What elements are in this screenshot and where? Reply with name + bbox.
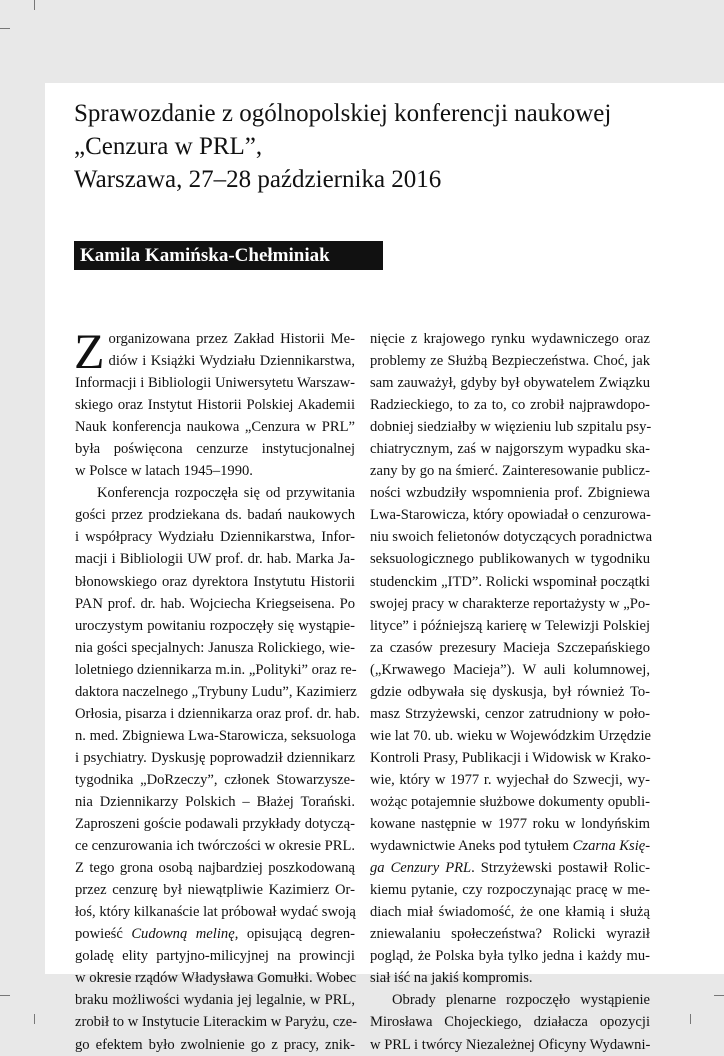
text-line: Mirosława Chojeckiego, działacza opozycji — [370, 1014, 650, 1031]
text-line: Kontroli Prasy, Publikacji i Widowisk w Krako- — [370, 749, 651, 766]
crop-mark-top-left-v — [34, 0, 35, 10]
text-line: w Polsce w latach 1945–1990. — [75, 463, 253, 480]
text-run: , opisującą degren- — [234, 926, 355, 943]
text-line: ności wzbudziły wspomnienia prof. Zbigniewa — [370, 485, 650, 502]
text-line: w okresie rządów Władysława Gomułki. Wobec — [75, 970, 357, 987]
crop-mark-top-left — [0, 28, 10, 29]
text-line: dobniej siedziałby w więzieniu lub szpitalu psy- — [370, 419, 652, 436]
text-line: studenckim „ITD”. Rolicki wspominał początki — [370, 573, 650, 590]
text-line: zniewalaniu społeczeństwa? Rolicki wyraził — [370, 926, 650, 943]
text-line: siał iść na jakiś kompromis. — [370, 970, 533, 987]
text-line: n. med. Zbigniewa Lwa-Starowicza, seksuologa — [75, 727, 356, 744]
text-line: przez cenzurę był niewątpliwie Kazimierz Or- — [75, 882, 355, 899]
text-line: zany by go na śmierć. Zainteresowanie publicz- — [370, 463, 650, 480]
text-line: Z tego grona osobą najbardziej poszkodowaną — [75, 860, 355, 877]
crop-mark-bottom-right — [714, 995, 724, 996]
text-line: Informacji i Bibliologii Uniwersytetu Warszaw- — [75, 375, 355, 392]
crop-mark-bottom-right-v — [690, 1014, 691, 1024]
text-run: wydawnictwie Aneks pod tytułem — [370, 838, 573, 855]
text-line: pogląd, że Polska była tylko jedna i każdy mu- — [370, 948, 650, 965]
text-line: („Krwawego Macieja”). W auli kolumnowej, — [370, 661, 650, 678]
text-line: Zaproszeni goście podawali przykłady dotyczą- — [75, 816, 355, 833]
text-line: zrobił to w Instytucie Literackim w Paryżu, cze- — [75, 1014, 358, 1031]
text-line: lityce” i późniejszą karierę w Telewizji Polskiej — [370, 617, 650, 634]
author-name: Kamila Kamińska-Chełminiak — [80, 245, 330, 266]
text-line: seksuologicznego publikowanych w tygodniku — [370, 551, 650, 568]
text-line: goladę elity partyjno-milicyjnej na prowincji — [75, 948, 355, 965]
text-line: Konferencja rozpoczęła się od przywitania — [97, 485, 355, 502]
text-line — [75, 923, 355, 945]
text-line: Radzieckiego, to za to, co zrobił najprawdopo- — [370, 397, 650, 414]
text-line: masz Strzyżewski, cenzor zatrudniony w poło- — [370, 705, 650, 722]
text-line: wie lat 70. ub. wieku w Wojewódzkim Urzędzie — [370, 727, 652, 744]
text-line: uroczystym powitaniu rozpoczęły się wystąpie- — [75, 617, 355, 634]
text-column-right — [370, 328, 653, 1056]
text-line: macji i Bibliologii UW prof. dr. hab. Marka Ja- — [75, 551, 355, 568]
text-line: za czasów prezesury Macieja Szczepańskiego — [370, 639, 650, 656]
text-line: kowane następnie w 1977 roku w londyńskim — [370, 816, 650, 833]
text-line: gości przez prodziekana ds. badań naukowych — [75, 507, 355, 524]
text-line: loletniego dziennikarza m.in. „Polityki” oraz re- — [75, 661, 357, 678]
italic-title: ga Cenzury PRL — [370, 860, 472, 877]
text-line: nia Dziennikarzy Polskich – Błażej Torański. — [75, 793, 355, 810]
text-line — [370, 835, 650, 857]
author-bar — [74, 241, 383, 270]
italic-title: Cudowną melinę — [131, 926, 235, 943]
text-line: wożąc potajemnie służbowe dokumenty opubli- — [370, 793, 650, 810]
text-line: i współpracy Wydziału Dziennikarstwa, Infor- — [75, 529, 355, 546]
text-line: braku możliwości wydania jej legalnie, w PRL, — [75, 992, 355, 1009]
text-line: nia gości specjalnych: Janusza Rolickiego, wie- — [75, 639, 355, 656]
text-line: gdzie odbywała się dyskusja, był również To- — [370, 683, 650, 700]
text-line: błonowskiego oraz dyrektora Instytutu Historii — [75, 573, 355, 590]
text-line: PAN prof. dr. hab. Wojciecha Kriegseisena. Po — [75, 595, 355, 612]
crop-mark-bottom-left — [0, 995, 10, 996]
text-line: Obrady plenarne rozpoczęło wystąpienie — [392, 992, 650, 1009]
text-line: swojej pracy w charakterze reportażysty w „Po- — [370, 595, 650, 612]
text-line: Lwa-Starowicza, który opowiadał o cenzurowa- — [370, 507, 651, 524]
text-run: . Strzyżewski postawił Rolic- — [471, 860, 650, 877]
dropcap-letter: Z — [74, 323, 105, 379]
text-line: Nauk konferencja naukowa „Cenzura w PRL” — [75, 419, 355, 436]
text-line: diach miał świadomość, że one kłamią i służą — [370, 904, 650, 921]
text-line: skiego oraz Instytut Historii Polskiej Akademii — [75, 397, 355, 414]
text-line: łoś, który kilkanaście lat próbował wydać swoją — [75, 904, 356, 921]
text-line: go efektem było zwolnienie go z pracy, znik- — [75, 1036, 355, 1053]
title-line: Sprawozdanie z ogólnopolskiej konferencji naukowej — [74, 100, 612, 127]
text-line: problemy ze Służbą Bezpieczeństwa. Choć, jak — [370, 353, 650, 370]
text-line: tygodnika „DoRzeczy”, członek Stowarzysze- — [75, 771, 355, 788]
text-line: organizowana przez Zakład Historii Me- — [108, 331, 355, 347]
text-line: wie, który w 1977 r. wyjechał do Szwecji, wy- — [370, 771, 650, 788]
italic-title: Czarna Księ- — [572, 838, 651, 855]
title-line: Warszawa, 27–28 października 2016 — [74, 166, 442, 193]
text-line: w PRL i twórcy Niezależnej Oficyny Wydawni- — [370, 1036, 651, 1053]
title-line: „Cenzura w PRL”, — [74, 133, 263, 160]
text-line: sam zauważył, gdyby był obywatelem Związku — [370, 375, 650, 392]
text-line: Orłosia, pisarza i dziennikarza oraz prof. dr. hab. — [75, 705, 360, 722]
text-line: chiatrycznym, zaś w najgorszym wypadku ska- — [370, 441, 650, 458]
text-line: niu swoich felietonów dotyczących poradnictwa — [370, 529, 653, 546]
text-line: kiemu pytanie, czy rozpoczynając pracę w me- — [370, 882, 650, 899]
text-line: ce cenzurowania ich twórczości w okresie PRL. — [75, 838, 356, 855]
text-line — [370, 857, 650, 879]
text-line: daktora naczelnego „Trybuny Ludu”, Kazimierz — [75, 683, 357, 700]
text-column-left — [74, 323, 360, 1056]
text-line: i psychiatry. Dyskusję poprowadził dziennikarz — [75, 749, 355, 766]
crop-mark-bottom-left-v — [34, 1014, 35, 1024]
text-run: powieść — [75, 926, 132, 943]
text-line: nięcie z krajowego rynku wydawniczego oraz — [370, 331, 650, 347]
article-title — [74, 97, 694, 196]
text-line: diów i Książki Wydziału Dziennikarstwa, — [108, 353, 355, 370]
text-line: była poświęcona cenzurze instytucjonalnej — [75, 441, 355, 458]
